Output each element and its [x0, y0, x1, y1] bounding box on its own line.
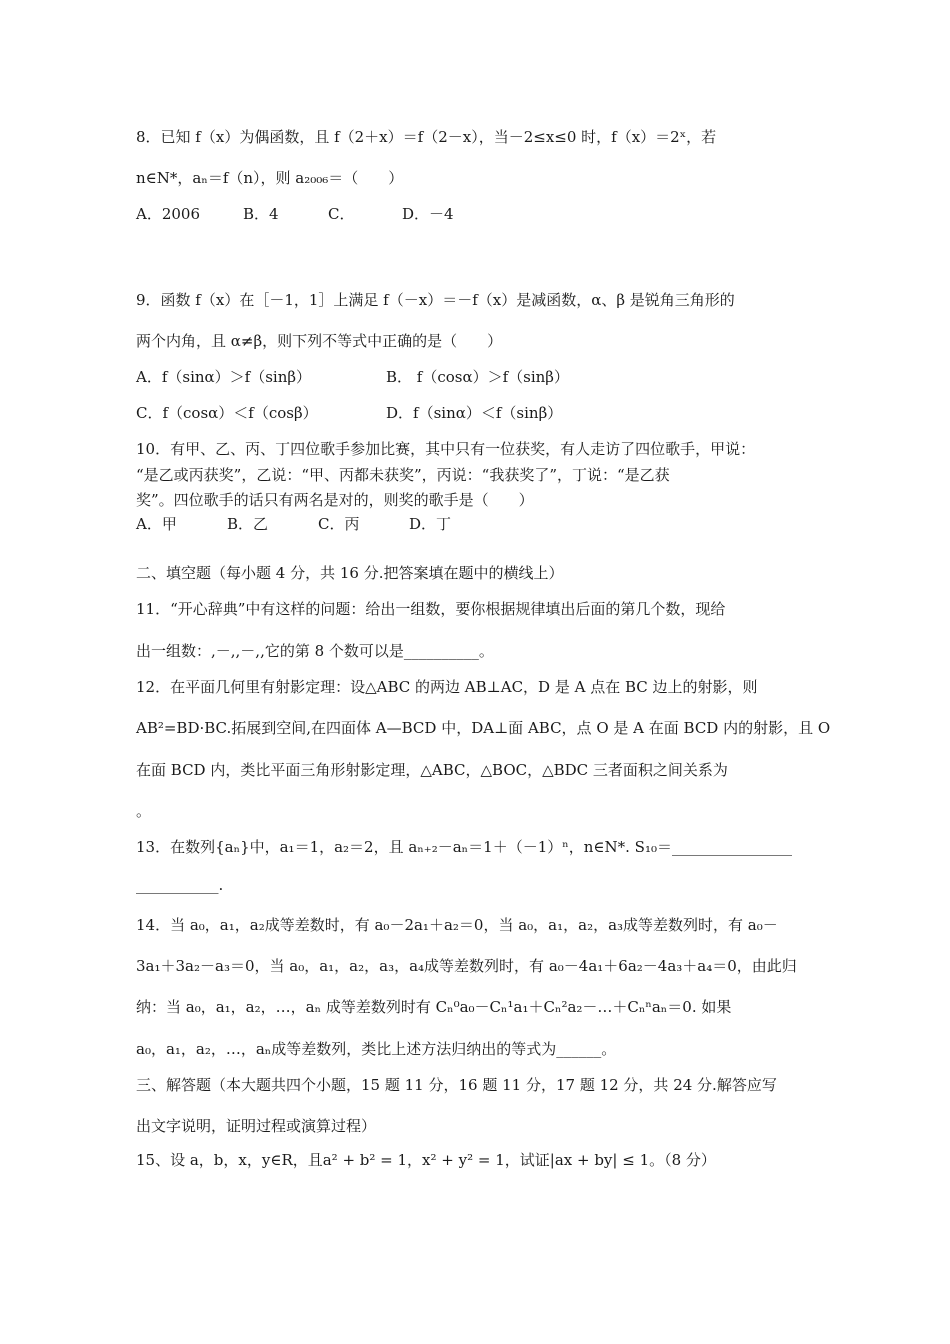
q8-option-d: D．－4 — [402, 205, 454, 223]
q10-option-d: D．丁 — [409, 515, 452, 533]
q9-stem-line-1: 9．函数 f（x）在［－1，1］上满足 f（－x）＝－f（x）是减函数，α、β 是锐角三角形的 — [136, 291, 735, 309]
q9-option-d: D．f（sinα）＜f（sinβ） — [386, 404, 563, 422]
q14-stem-line-3: 纳：当 a₀，a₁，a₂，…，aₙ 成等差数列时有 Cₙ⁰a₀－Cₙ¹a₁＋Cₙ²a₂－…＋Cₙⁿaₙ＝0. 如果 — [136, 998, 732, 1016]
q9-stem-line-2: 两个内角，且 α≠β，则下列不等式中正确的是（ ） — [136, 332, 503, 350]
section-3-heading-line-2: 出文字说明，证明过程或演算过程） — [136, 1117, 377, 1135]
q14-stem-line-4: a₀，a₁，a₂，…，aₙ成等差数列，类比上述方法归纳出的等式为______。 — [136, 1040, 617, 1058]
q11-stem-line-1: 11．“开心辞典”中有这样的问题：给出一组数，要你根据规律填出后面的第几个数，现给 — [136, 600, 726, 618]
q12-stem-line-2: AB²=BD·BC.拓展到空间,在四面体 A—BCD 中，DA⊥面 ABC，点 O 是 A 在面 BCD 内的射影，且 O — [136, 719, 831, 737]
question-15: 15、设 a，b，x，y∈R，且a² + b² = 1，x² + y² = 1，试证|ax + by| ≤ 1。（8 分） — [136, 1151, 716, 1169]
section-2-heading: 二、填空题（每小题 4 分，共 16 分.把答案填在题中的横线上） — [136, 564, 564, 582]
q10-option-a: A．甲 — [136, 515, 177, 533]
q10-stem-line-3: 奖”。四位歌手的话只有两名是对的，则奖的歌手是（ ） — [136, 491, 534, 509]
q11-stem-line-2: 出一组数：,－,,－,,它的第 8 个数可以是__________。 — [136, 642, 494, 660]
q9-option-b: B． f（cosα）＞f（sinβ） — [386, 368, 569, 386]
q14-stem-line-1: 14．当 a₀，a₁，a₂成等差数时，有 a₀－2a₁＋a₂＝0，当 a₀，a₁，a₂，a₃成等差数列时，有 a₀－ — [136, 916, 778, 934]
q12-stem-line-3: 在面 BCD 内，类比平面三角形射影定理，△ABC，△BOC，△BDC 三者面积之间关系为 — [136, 761, 728, 779]
section-3-heading-line-1: 三、解答题（本大题共四个小题，15 题 11 分，16 题 11 分，17 题 12 分，共 24 分.解答应写 — [136, 1076, 777, 1094]
q10-option-b: B．乙 — [227, 515, 269, 533]
q8-option-b: B．4 — [243, 205, 279, 223]
q10-stem-line-1: 10．有甲、乙、丙、丁四位歌手参加比赛，其中只有一位获奖，有人走访了四位歌手，甲说： — [136, 440, 756, 458]
q9-option-a: A．f（sinα）＞f（sinβ） — [136, 368, 312, 386]
q8-stem-line-2: n∈N*，aₙ＝f（n），则 a₂₀₀₆＝（ ） — [136, 169, 404, 187]
q13-stem-line-2: ___________. — [136, 876, 224, 894]
q8-option-c: C． — [328, 205, 355, 223]
q10-stem-line-2: “是乙或丙获奖”，乙说：“甲、丙都未获奖”，丙说：“我获奖了”，丁说：“是乙获 — [136, 466, 670, 484]
q9-option-c: C．f（cosα）＜f（cosβ） — [136, 404, 318, 422]
q12-stem-line-1: 12．在平面几何里有射影定理：设△ABC 的两边 AB⊥AC，D 是 A 点在 BC 边上的射影，则 — [136, 678, 758, 696]
q8-stem-line-1: 8．已知 f（x）为偶函数，且 f（2＋x）＝f（2－x），当－2≤x≤0 时，f（x）＝2ˣ，若 — [136, 128, 717, 146]
q12-stem-line-4: 。 — [136, 802, 152, 820]
q13-stem-line-1: 13．在数列{aₙ}中，a₁＝1，a₂＝2，且 aₙ₊₂－aₙ＝1＋（－1）ⁿ，n∈N*. S₁₀＝________________ — [136, 838, 792, 856]
q14-stem-line-2: 3a₁＋3a₂－a₃＝0，当 a₀，a₁，a₂，a₃，a₄成等差数列时，有 a₀－4a₁＋6a₂－4a₃＋a₄＝0，由此归 — [136, 957, 797, 975]
q10-option-c: C．丙 — [318, 515, 360, 533]
q8-option-a: A．2006 — [136, 205, 201, 223]
